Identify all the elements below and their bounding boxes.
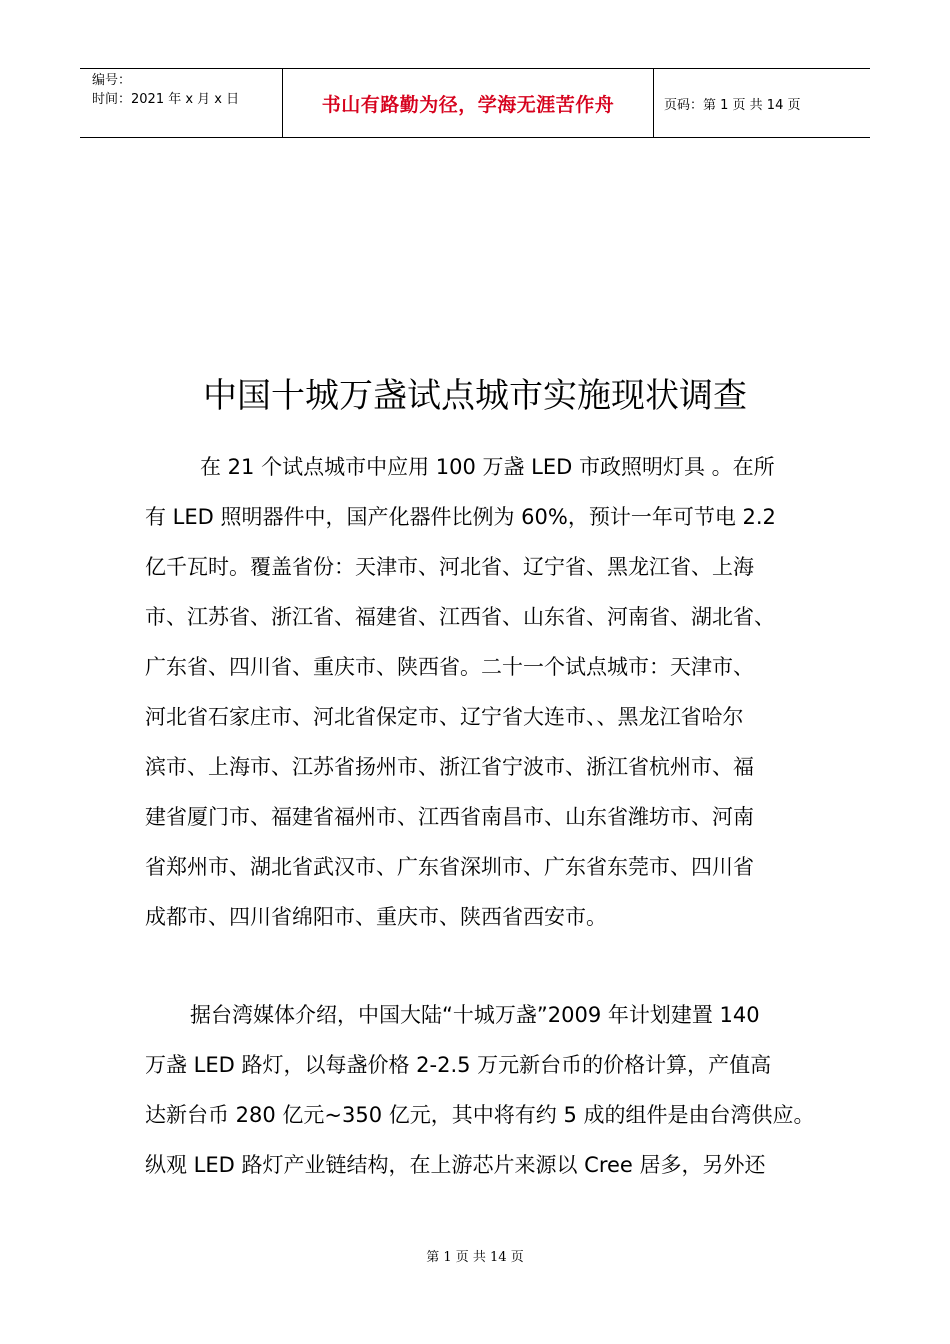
paragraph-line: 省郑州市、湖北省武汉市、广东省深圳市、广东省东莞市、四川省 [145, 855, 754, 879]
document-title: 中国十城万盏试点城市实施现状调查 [203, 376, 747, 416]
paragraph-line: 有 LED 照明器件中，国产化器件比例为 60%，预计一年可节电 2.2 [145, 505, 776, 529]
document-header [80, 68, 870, 138]
paragraph-line: 滨市、上海市、江苏省扬州市、浙江省宁波市、浙江省杭州市、福 [145, 755, 754, 779]
document-date-label: 时间：2021 年 x 月 x 日 [92, 92, 240, 107]
paragraph-line: 据台湾媒体介绍，中国大陆“十城万盏”2009 年计划建置 140 [190, 1003, 760, 1027]
paragraph-line: 成都市、四川省绵阳市、重庆市、陕西省西安市。 [145, 905, 607, 929]
paragraph-line: 广东省、四川省、重庆市、陕西省。二十一个试点城市：天津市、 [145, 655, 754, 679]
paragraph-line: 建省厦门市、福建省福州市、江西省南昌市、山东省潍坊市、河南 [145, 805, 754, 829]
document-number-label: 编号： [92, 73, 132, 88]
paragraph-line: 达新台币 280 亿元~350 亿元，其中将有约 5 成的组件是由台湾供应。 [145, 1103, 815, 1127]
header-meta-cell [80, 69, 282, 137]
paragraph-line: 纵观 LED 路灯产业链结构，在上游芯片来源以 Cree 居多，另外还 [145, 1153, 766, 1177]
paragraph-line: 在 21 个试点城市中应用 100 万盏 LED 市政照明灯具 。在所 [200, 455, 775, 479]
header-motto: 书山有路勤为径，学海无涯苦作舟 [282, 69, 654, 137]
page-footer: 第 1 页 共 14 页 [426, 1250, 524, 1265]
paragraph-line: 亿千瓦时。覆盖省份：天津市、河北省、辽宁省、黑龙江省、上海 [145, 555, 754, 579]
header-page-number: 页码：第 1 页 共 14 页 [664, 97, 801, 113]
paragraph-line: 河北省石家庄市、河北省保定市、辽宁省大连市、、黑龙江省哈尔 [145, 705, 744, 729]
paragraph-line: 万盏 LED 路灯，以每盏价格 2-2.5 万元新台币的价格计算，产值高 [145, 1053, 772, 1077]
paragraph-line: 市、江苏省、浙江省、福建省、江西省、山东省、河南省、湖北省、 [145, 605, 775, 629]
